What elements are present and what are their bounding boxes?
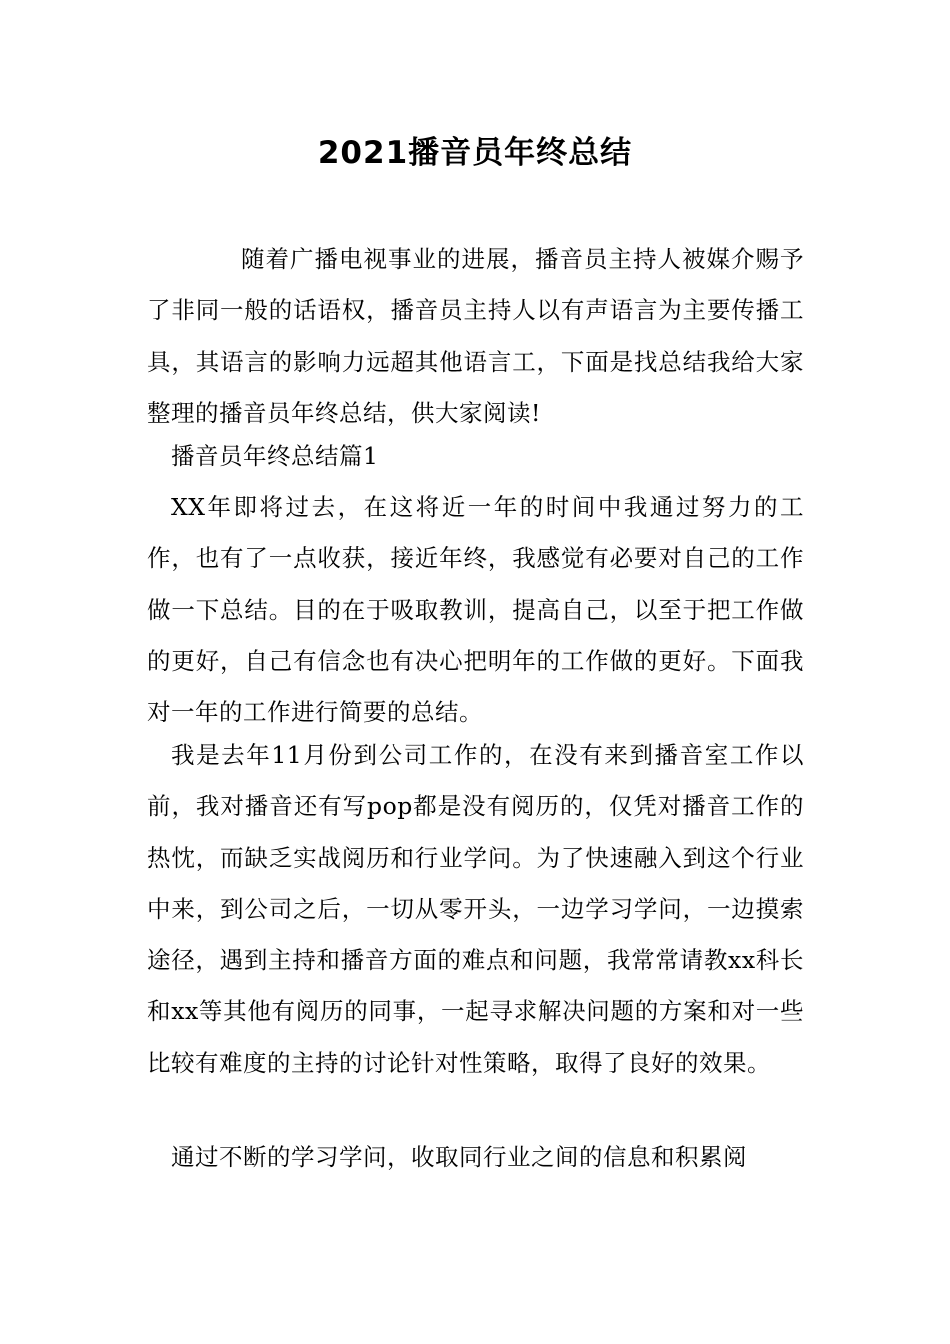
section-heading: 播音员年终总结篇1	[171, 442, 379, 470]
body-paragraph-2: 我是去年11月份到公司工作的，在没有来到播音室工作以前，我对播音还有写pop都是没有阅历的，仅凭对播音工作的热忱，而缺乏实战阅历和行业学问。为了快速融入到这个行业中来，到公司之后，一切从零开头，一边学习学问，一边摸索途径，遇到主持和播音方面的难点和问题，我常常请教xx科长和xx等其他有阅历的同事，一起寻求解决问题的方案和对一些比较有难度的主持的讨论针对性策略，取得了良好的效果。	[147, 741, 804, 1077]
body-paragraph-3: 通过不断的学习学问，收取同行业之间的信息和积累阅	[171, 1143, 747, 1171]
document-title: 2021播音员年终总结	[317, 135, 633, 171]
intro-paragraph: 随着广播电视事业的进展，播音员主持人被媒介赐予了非同一般的话语权，播音员主持人以有声语言为主要传播工具，其语言的影响力远超其他语言工，下面是找总结我给大家整理的播音员年终总结，供大家阅读!	[147, 245, 804, 427]
body-paragraph-1: XX年即将过去，在这将近一年的时间中我通过努力的工作，也有了一点收获，接近年终，我感觉有必要对自己的工作做一下总结。目的在于吸取教训，提高自己，以至于把工作做的更好，自己有信念也有决心把明年的工作做的更好。下面我对一年的工作进行简要的总结。	[147, 493, 804, 727]
